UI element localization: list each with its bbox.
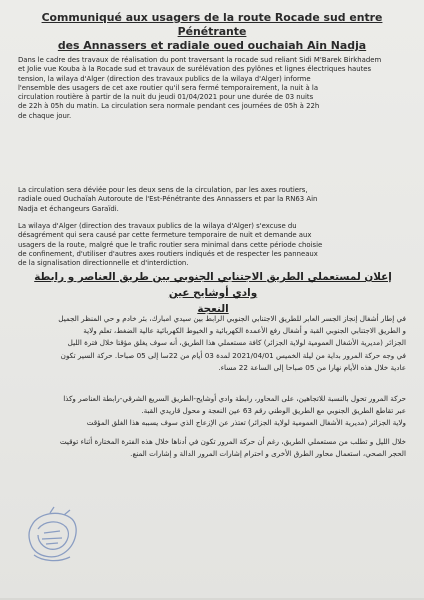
arabic-paragraph-3	[22, 405, 406, 429]
text-line: de confinement, d'utiliser d'autres axes routiers indiqués et de respecter les panneaux	[18, 249, 318, 258]
text-line: ولاية الجزائر (مديرية الأشغال العمومية لولاية الجزائر) تعتذر عن الإزعاج الذي سوف يسببه هذا الغلق المؤقت	[86, 418, 406, 428]
text-line: l'ensemble des usagers de cet axe routier qu'il sera fermé temporairement, la nuit à la	[18, 83, 319, 92]
text-line: de la signalisation directionnelle et d'interdiction.	[18, 259, 189, 268]
text-line: عادية خلال هذه الأيام نهارا من 05 صباحا إلى الساعة 22 مساء.	[218, 362, 406, 372]
text-line: désagrément qui sera causé par cette fermeture temporaire de nuit et demande aux	[18, 231, 312, 240]
text-line: tension, la wilaya d'Alger (direction des travaux publics de la wilaya d'Alger) informe	[18, 74, 311, 83]
arabic-title	[30, 269, 396, 317]
text-line: حركة المرور تحول بالنسبة للاتجاهين، على المحاور، رابطة وادي أوشايح-الطريق السريع الشرقي-رابطة العناصر وكذا	[63, 394, 406, 403]
title-line-1: Communiqué aux usagers de la route Rocade sud entre Pénétrante	[41, 11, 383, 38]
text-line: خلال الليل و تطلب من مستعملي الطريق، رغم أن حركة المرور تكون في أدناها خلال هذه الفترة المختارة أثناء توقيت	[59, 437, 406, 446]
text-line: Dans le cadre des travaux de réalisation du pont traversant la rocade sud reliant Sidi M'Barek Birkhadem	[18, 56, 382, 64]
text-line: Nadja et échangeurs Garaïdi.	[18, 204, 119, 213]
text-line: و الطريق الاجتنابي الجنوبي القبة و أشغال رفع الأعمدة الكهربائية و الخيوط الكهربائية عالية الضغط، تعلم ولاية	[83, 326, 406, 336]
text-line: de chaque jour.	[18, 111, 72, 120]
french-paragraph-2	[18, 186, 408, 214]
official-stamp-icon	[24, 505, 82, 567]
text-line: La circulation sera déviée pour les deux sens de la circulation, par les axes routiers,	[18, 186, 308, 194]
arabic-paragraph-2	[22, 393, 406, 405]
text-line: circulation routière à partir de la nuit du jeudi 01/04/2021 pour une durée de 03 nuits	[18, 93, 314, 102]
arabic-paragraph-1	[22, 313, 406, 374]
communique-title	[18, 11, 406, 53]
title-line-2: des Annassers et radiale oued ouchaiah Ain Nadja	[57, 39, 367, 52]
text-line: في وجه حركة المرور بداية من ليلة الخميس 2021/04/01 لمدة 03 أيام من 22سا إلى 05 صباحا. حركة السير تكون	[60, 350, 406, 360]
arabic-title-line-2: النعجة	[197, 303, 229, 315]
text-line: عبر تقاطع الطريق الجنوبي مع الطريق الوطني رقم 63 عين النعجة و محول قاريدي القبة.	[141, 406, 406, 415]
text-line: usagers de la route, malgré que le trafic routier sera minimal dans cette période choisie	[18, 240, 323, 249]
text-line: radiale oued Ouchaïah Autoroute de l'Est-Pénétrante des Annassers et par la RN63 Ain	[18, 195, 318, 204]
french-paragraph-1	[18, 56, 408, 121]
text-line: de 22h à 05h du matin. La circulation sera normale pendant ces journées de 05h à 22h	[18, 102, 320, 111]
arabic-title-line-1: إعلان لمستعملي الطريق الاجتنابي الجنوبي بين طريق العناصر و رابطة وادي أوشايح عين	[34, 271, 392, 299]
text-line: et Jolie vue Kouba à la Rocade sud et travaux de surélévation des pylônes et lignes électriques hautes	[18, 65, 372, 74]
text-line: La wilaya d'Alger (direction des travaux publics de la wilaya d'Alger) s'excuse du	[18, 222, 297, 230]
french-paragraph-3	[18, 222, 408, 268]
arabic-paragraph-4	[22, 436, 406, 460]
text-line: في إطار أشغال إنجاز الجسر العابر للطريق الاجتنابي الجنوبي الرابط بين سيدي امبارك، بئر خادم و حي المنظر الجميل	[58, 314, 406, 323]
text-line: الحجر الصحي، استعمال محاور الطرق الأخرى و احترام إشارات المرور الدالة و إشارات المنع.	[130, 449, 406, 459]
text-line: الجزائر (مديرية الأشغال العمومية لولاية الجزائر) كافة مستعملي هذا الطريق، أنه سوف يغلق مؤقتا خلال فترة الليل	[67, 338, 406, 348]
